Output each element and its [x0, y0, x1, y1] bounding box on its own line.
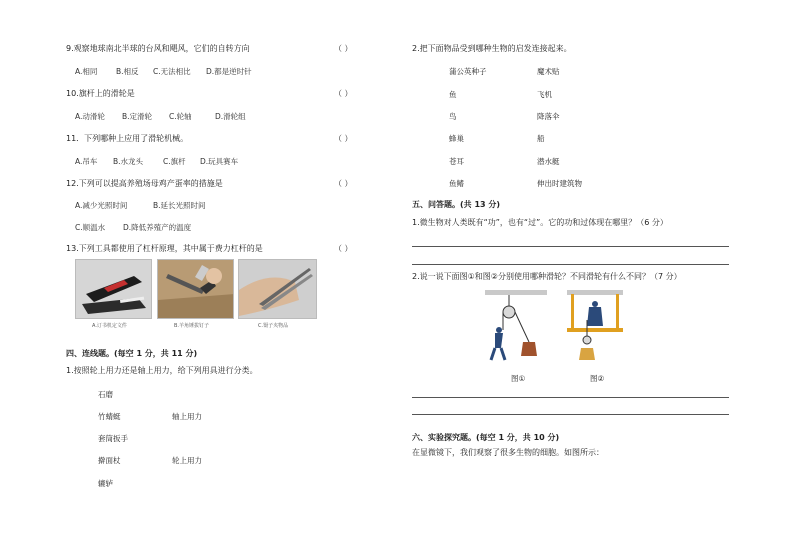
right-q2-text: 2.把下面物品受到哪种生物的启发连接起来。	[412, 44, 572, 53]
q11-option-b[interactable]: B.水龙头	[113, 157, 144, 166]
q11-text: 11．下列哪种上应用了滑轮机械。	[66, 134, 189, 143]
section6-title: 六、实验探究题。(每空 1 分，共 10 分)	[412, 433, 560, 442]
answer-line-2[interactable]	[412, 264, 729, 265]
section5-title: 五、问答题。(共 13 分)	[412, 200, 501, 209]
q12-option-a[interactable]: A.减少光照时间	[75, 201, 128, 210]
q13-text: 13.下列工具都使用了杠杆原理，其中属于费力杠杆的是	[66, 244, 263, 253]
q9-option-b[interactable]: B.相反	[116, 67, 139, 76]
section4-q1-text: 1.按照轮上用力还是轴上用力，给下列用具进行分类。	[66, 366, 258, 375]
q9-option-c[interactable]: C.无法相比	[153, 67, 191, 76]
tweezers-image	[239, 260, 317, 319]
fixed-pulley-drawing	[485, 290, 547, 368]
tool-item-3[interactable]: 套筒扳手	[98, 434, 128, 443]
q9-option-d[interactable]: D.都是逆时针	[206, 67, 252, 76]
q11-answer-paren[interactable]: （ ）	[334, 134, 353, 143]
tool-item-4[interactable]: 擀面杖	[98, 456, 121, 465]
inspire-left-4[interactable]: 蜂巢	[449, 134, 464, 143]
pulley-figure-2	[567, 290, 623, 368]
q9-option-a[interactable]: A.相同	[75, 67, 98, 76]
section5-q2-text: 2.说一说下面图①和图②分别使用哪种滑轮？不同滑轮有什么不同？（7 分）	[412, 272, 682, 281]
inspire-left-2[interactable]: 鱼	[449, 90, 457, 99]
claw-hammer-image	[158, 260, 234, 319]
figure-1-label: 图①	[511, 374, 526, 383]
caption-hammer: B.羊角锤拔钉子	[174, 323, 210, 329]
section5-q1-text: 1.微生物对人类既有“功”，也有“过”。它的功和过体现在哪里？（6 分）	[412, 218, 668, 227]
q10-option-b[interactable]: B.定滑轮	[122, 112, 153, 121]
answer-line-3[interactable]	[412, 397, 729, 398]
inspire-right-3[interactable]: 降落伞	[537, 112, 560, 121]
movable-pulley-drawing	[567, 290, 623, 368]
section6-text: 在显微镜下，我们观察了很多生物的细胞。如图所示：	[412, 448, 604, 457]
q12-option-d[interactable]: D.降低养殖产的温度	[123, 223, 192, 232]
inspire-left-5[interactable]: 苍耳	[449, 157, 464, 166]
figure-2-label: 图②	[590, 374, 605, 383]
section4-title: 四、连线题。(每空 1 分，共 11 分)	[66, 349, 198, 358]
answer-line-1[interactable]	[412, 246, 729, 247]
q9-answer-paren[interactable]: （ ）	[334, 44, 353, 53]
inspire-right-5[interactable]: 潜水艇	[537, 157, 560, 166]
q11-option-a[interactable]: A.吊车	[75, 157, 98, 166]
q10-option-a[interactable]: A.动滑轮	[75, 112, 105, 121]
tool-item-2[interactable]: 竹蜻蜓	[98, 412, 121, 421]
target-axle-force[interactable]: 轴上用力	[172, 412, 202, 421]
stapler-photo	[75, 259, 152, 319]
inspire-left-3[interactable]: 鸟	[449, 112, 457, 121]
q11-option-c[interactable]: C.旗杆	[163, 157, 186, 166]
inspire-left-6[interactable]: 鱼鳍	[449, 179, 464, 188]
inspire-right-4[interactable]: 船	[537, 134, 545, 143]
stapler-image	[76, 260, 152, 319]
q13-answer-paren[interactable]: （ ）	[334, 244, 353, 253]
caption-tweezers: C.镊子夹物品	[258, 323, 289, 329]
answer-line-4[interactable]	[412, 414, 729, 415]
q12-option-c[interactable]: C.顺温水	[75, 223, 106, 232]
inspire-right-1[interactable]: 魔术贴	[537, 67, 560, 76]
q12-answer-paren[interactable]: （ ）	[334, 179, 353, 188]
q12-text: 12.下列可以提高养殖场母鸡产蛋率的措施是	[66, 179, 223, 188]
tool-item-1[interactable]: 石磨	[98, 390, 113, 399]
target-wheel-force[interactable]: 轮上用力	[172, 456, 202, 465]
inspire-right-6[interactable]: 伸出时建筑物	[537, 179, 582, 188]
q9-text: 9.观察地球南北半球的台风和飓风，它们的自转方向	[66, 44, 250, 53]
q10-option-d[interactable]: D.滑轮组	[215, 112, 246, 121]
q10-text: 10.旗杆上的滑轮是	[66, 89, 135, 98]
inspire-right-2[interactable]: 飞机	[537, 90, 552, 99]
pulley-figure-1	[485, 290, 547, 368]
q12-option-b[interactable]: B.延长光照时间	[153, 201, 206, 210]
inspire-left-1[interactable]: 蒲公英种子	[449, 67, 487, 76]
claw-hammer-photo	[157, 259, 234, 319]
q10-option-c[interactable]: C.轮轴	[169, 112, 192, 121]
tweezers-photo	[238, 259, 317, 319]
q10-answer-paren[interactable]: （ ）	[334, 89, 353, 98]
tool-item-5[interactable]: 辘轳	[98, 479, 113, 488]
q11-option-d[interactable]: D.玩具赛车	[200, 157, 239, 166]
caption-stapler: A.订书机定文件	[92, 323, 127, 329]
